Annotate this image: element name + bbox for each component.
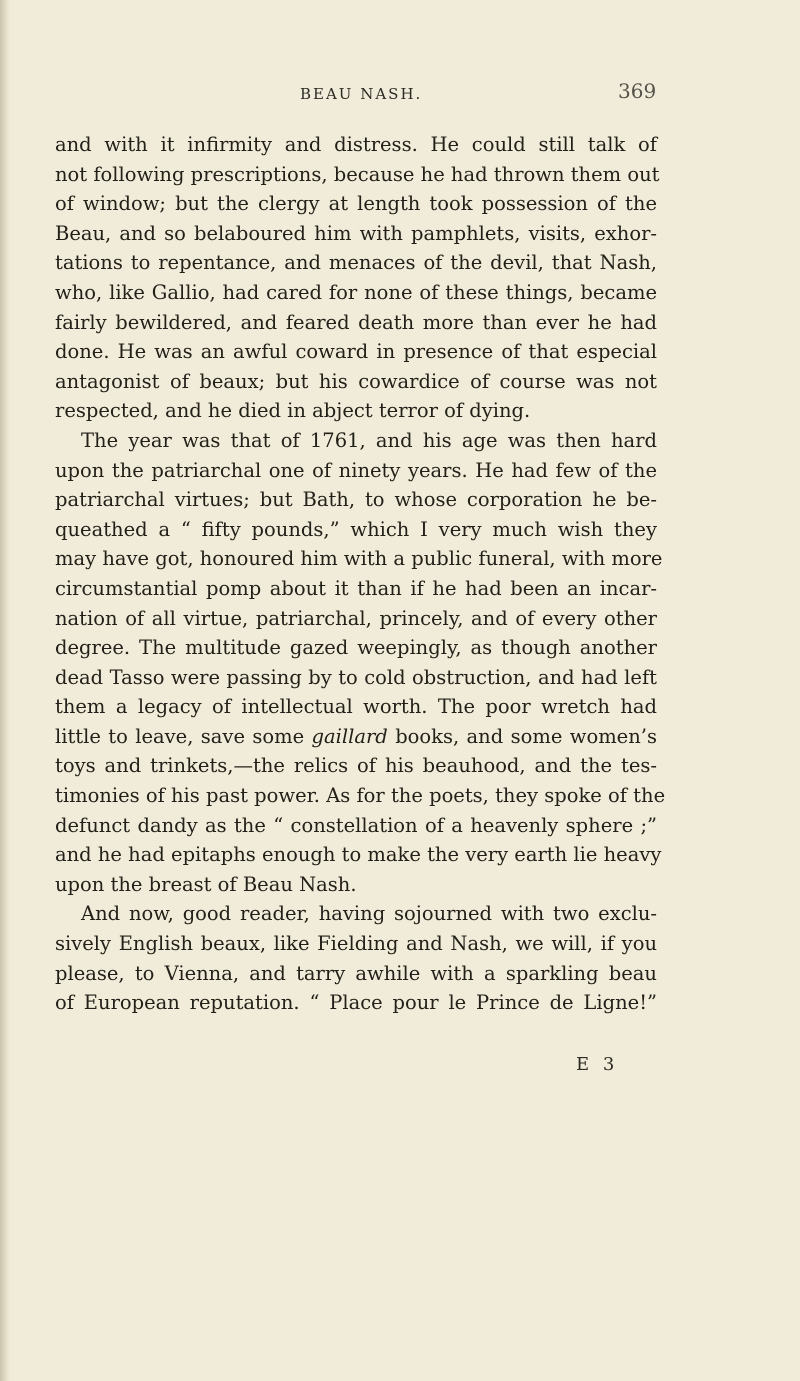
page-spine-shadow xyxy=(0,0,10,1381)
text-line-3: of window; but the clergy at length took possession of the xyxy=(55,192,657,216)
text-line-22: toys and trinkets,—the relics of his beauhood, and the tes- xyxy=(55,754,657,778)
text-line-21-start: little to leave, save some xyxy=(55,724,305,748)
text-line-28: sively English beaux, like Fielding and Nash, we will, if you xyxy=(55,932,657,956)
text-line-19: dead Tasso were passing by to cold obstruction, and had left xyxy=(55,665,657,689)
text-line-24: defunct dandy as the “ constellation of a heavenly sphere ;” xyxy=(55,813,657,837)
text-line-21-end: books, and some women’s xyxy=(395,724,657,748)
text-line-23: timonies of his past power. As for the poets, they spoke of the xyxy=(55,784,666,808)
text-line-30: of European reputation. “ Place pour le Prince de Ligne!” xyxy=(55,991,657,1015)
page-header xyxy=(0,79,800,115)
text-line-27: And now, good reader, having sojourned with two exclu- xyxy=(81,902,657,926)
body-text xyxy=(55,130,666,1018)
text-line-2: not following prescriptions, because he had thrown them out xyxy=(55,162,660,186)
text-line-9: antagonist of beaux; but his cowardice of course was not xyxy=(55,369,657,393)
text-line-4: Beau, and so belaboured him with pamphlets, visits, exhor- xyxy=(55,221,657,245)
text-line-10: respected, and he died in abject terror of dying. xyxy=(55,399,531,423)
running-head: BEAU NASH. xyxy=(300,85,423,103)
text-line-5: tations to repentance, and menaces of the devil, that Nash, xyxy=(55,251,657,275)
text-line-8: done. He was an awful coward in presence of that especial xyxy=(55,340,657,364)
text-line-21 xyxy=(55,722,657,752)
text-line-25: and he had epitaphs enough to make the very earth lie heavy xyxy=(55,843,662,867)
text-line-26: upon the breast of Beau Nash. xyxy=(55,872,357,896)
text-line-16: circumstantial pomp about it than if he had been an incar- xyxy=(55,576,657,600)
italic-word: gaillard xyxy=(311,724,388,748)
text-line-11: The year was that of 1761, and his age was then hard xyxy=(81,428,657,452)
text-line-12: upon the patriarchal one of ninety years. He had few of the xyxy=(55,458,657,482)
text-line-7: fairly bewildered, and feared death more than ever he had xyxy=(55,310,657,334)
text-line-6: who, like Gallio, had cared for none of these things, became xyxy=(55,280,657,304)
text-line-15: may have got, honoured him with a public funeral, with more xyxy=(55,547,663,571)
text-line-1: and with it infirmity and distress. He could still talk of xyxy=(55,133,657,156)
text-line-29: please, to Vienna, and tarry awhile with a sparkling beau xyxy=(55,961,657,985)
text-line-18: degree. The multitude gazed weepingly, as though another xyxy=(55,636,657,660)
page-number: 369 xyxy=(618,79,657,103)
text-line-14: queathed a “ fifty pounds,” which I very much wish they xyxy=(55,517,657,541)
text-line-20: them a legacy of intellectual worth. The poor wretch had xyxy=(55,695,657,719)
signature-mark: E 3 xyxy=(576,1054,619,1075)
text-line-17: nation of all virtue, patriarchal, princely, and of every other xyxy=(55,606,657,630)
text-line-13: patriarchal virtues; but Bath, to whose corporation he be- xyxy=(55,488,657,512)
